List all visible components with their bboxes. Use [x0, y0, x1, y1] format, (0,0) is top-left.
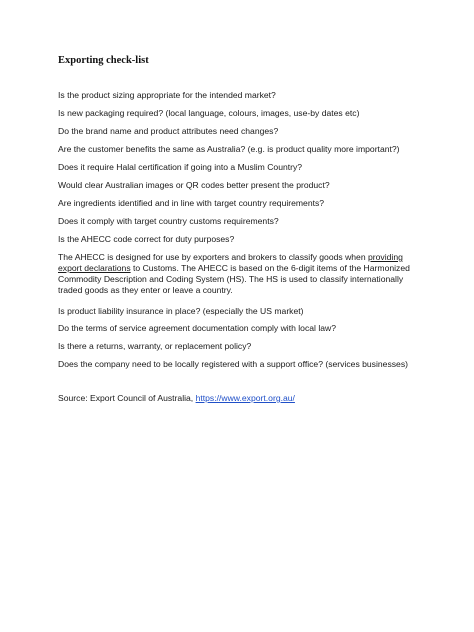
ahecc-paragraph [58, 252, 418, 296]
checklist-item: Does the company need to be locally registered with a support office? (services businesses) [58, 359, 408, 369]
checklist-item: Is there a returns, warranty, or replacement policy? [58, 341, 252, 351]
checklist-item: Does it require Halal certification if going into a Muslim Country? [58, 162, 303, 172]
source-line [58, 393, 295, 403]
checklist-item: Is new packaging required? (local language, colours, images, use-by dates etc) [58, 108, 360, 118]
checklist-item: Is product liability insurance in place? (especially the US market) [58, 306, 304, 316]
checklist-item: Does it comply with target country customs requirements? [58, 216, 279, 226]
document-title: Exporting check-list [58, 55, 149, 66]
ahecc-text-end: to Customs. The AHECC is based on the 6-digit items of the Harmonized Commodity Description and Coding System (HS). The HS is used to classify internationally traded goods as they enter or leave a country. [58, 263, 410, 295]
source-link[interactable]: https://www.export.org.au/ [195, 393, 295, 403]
checklist-item: Do the terms of service agreement documentation comply with local law? [58, 323, 336, 333]
checklist-item: Is the product sizing appropriate for the intended market? [58, 90, 276, 100]
checklist-item: Is the AHECC code correct for duty purposes? [58, 234, 235, 244]
ahecc-text-start: The AHECC is designed for use by exporters and brokers to classify goods when [58, 252, 369, 262]
export-declarations-link[interactable]: providing export declarations [58, 252, 403, 273]
checklist-item: Are the customer benefits the same as Australia? (e.g. is product quality more important?) [58, 144, 400, 154]
checklist-item: Do the brand name and product attributes need changes? [58, 126, 279, 136]
source-prefix: Source: Export Council of Australia, [58, 393, 196, 403]
checklist-item: Are ingredients identified and in line with target country requirements? [58, 198, 325, 208]
checklist-item: Would clear Australian images or QR codes better present the product? [58, 180, 330, 190]
